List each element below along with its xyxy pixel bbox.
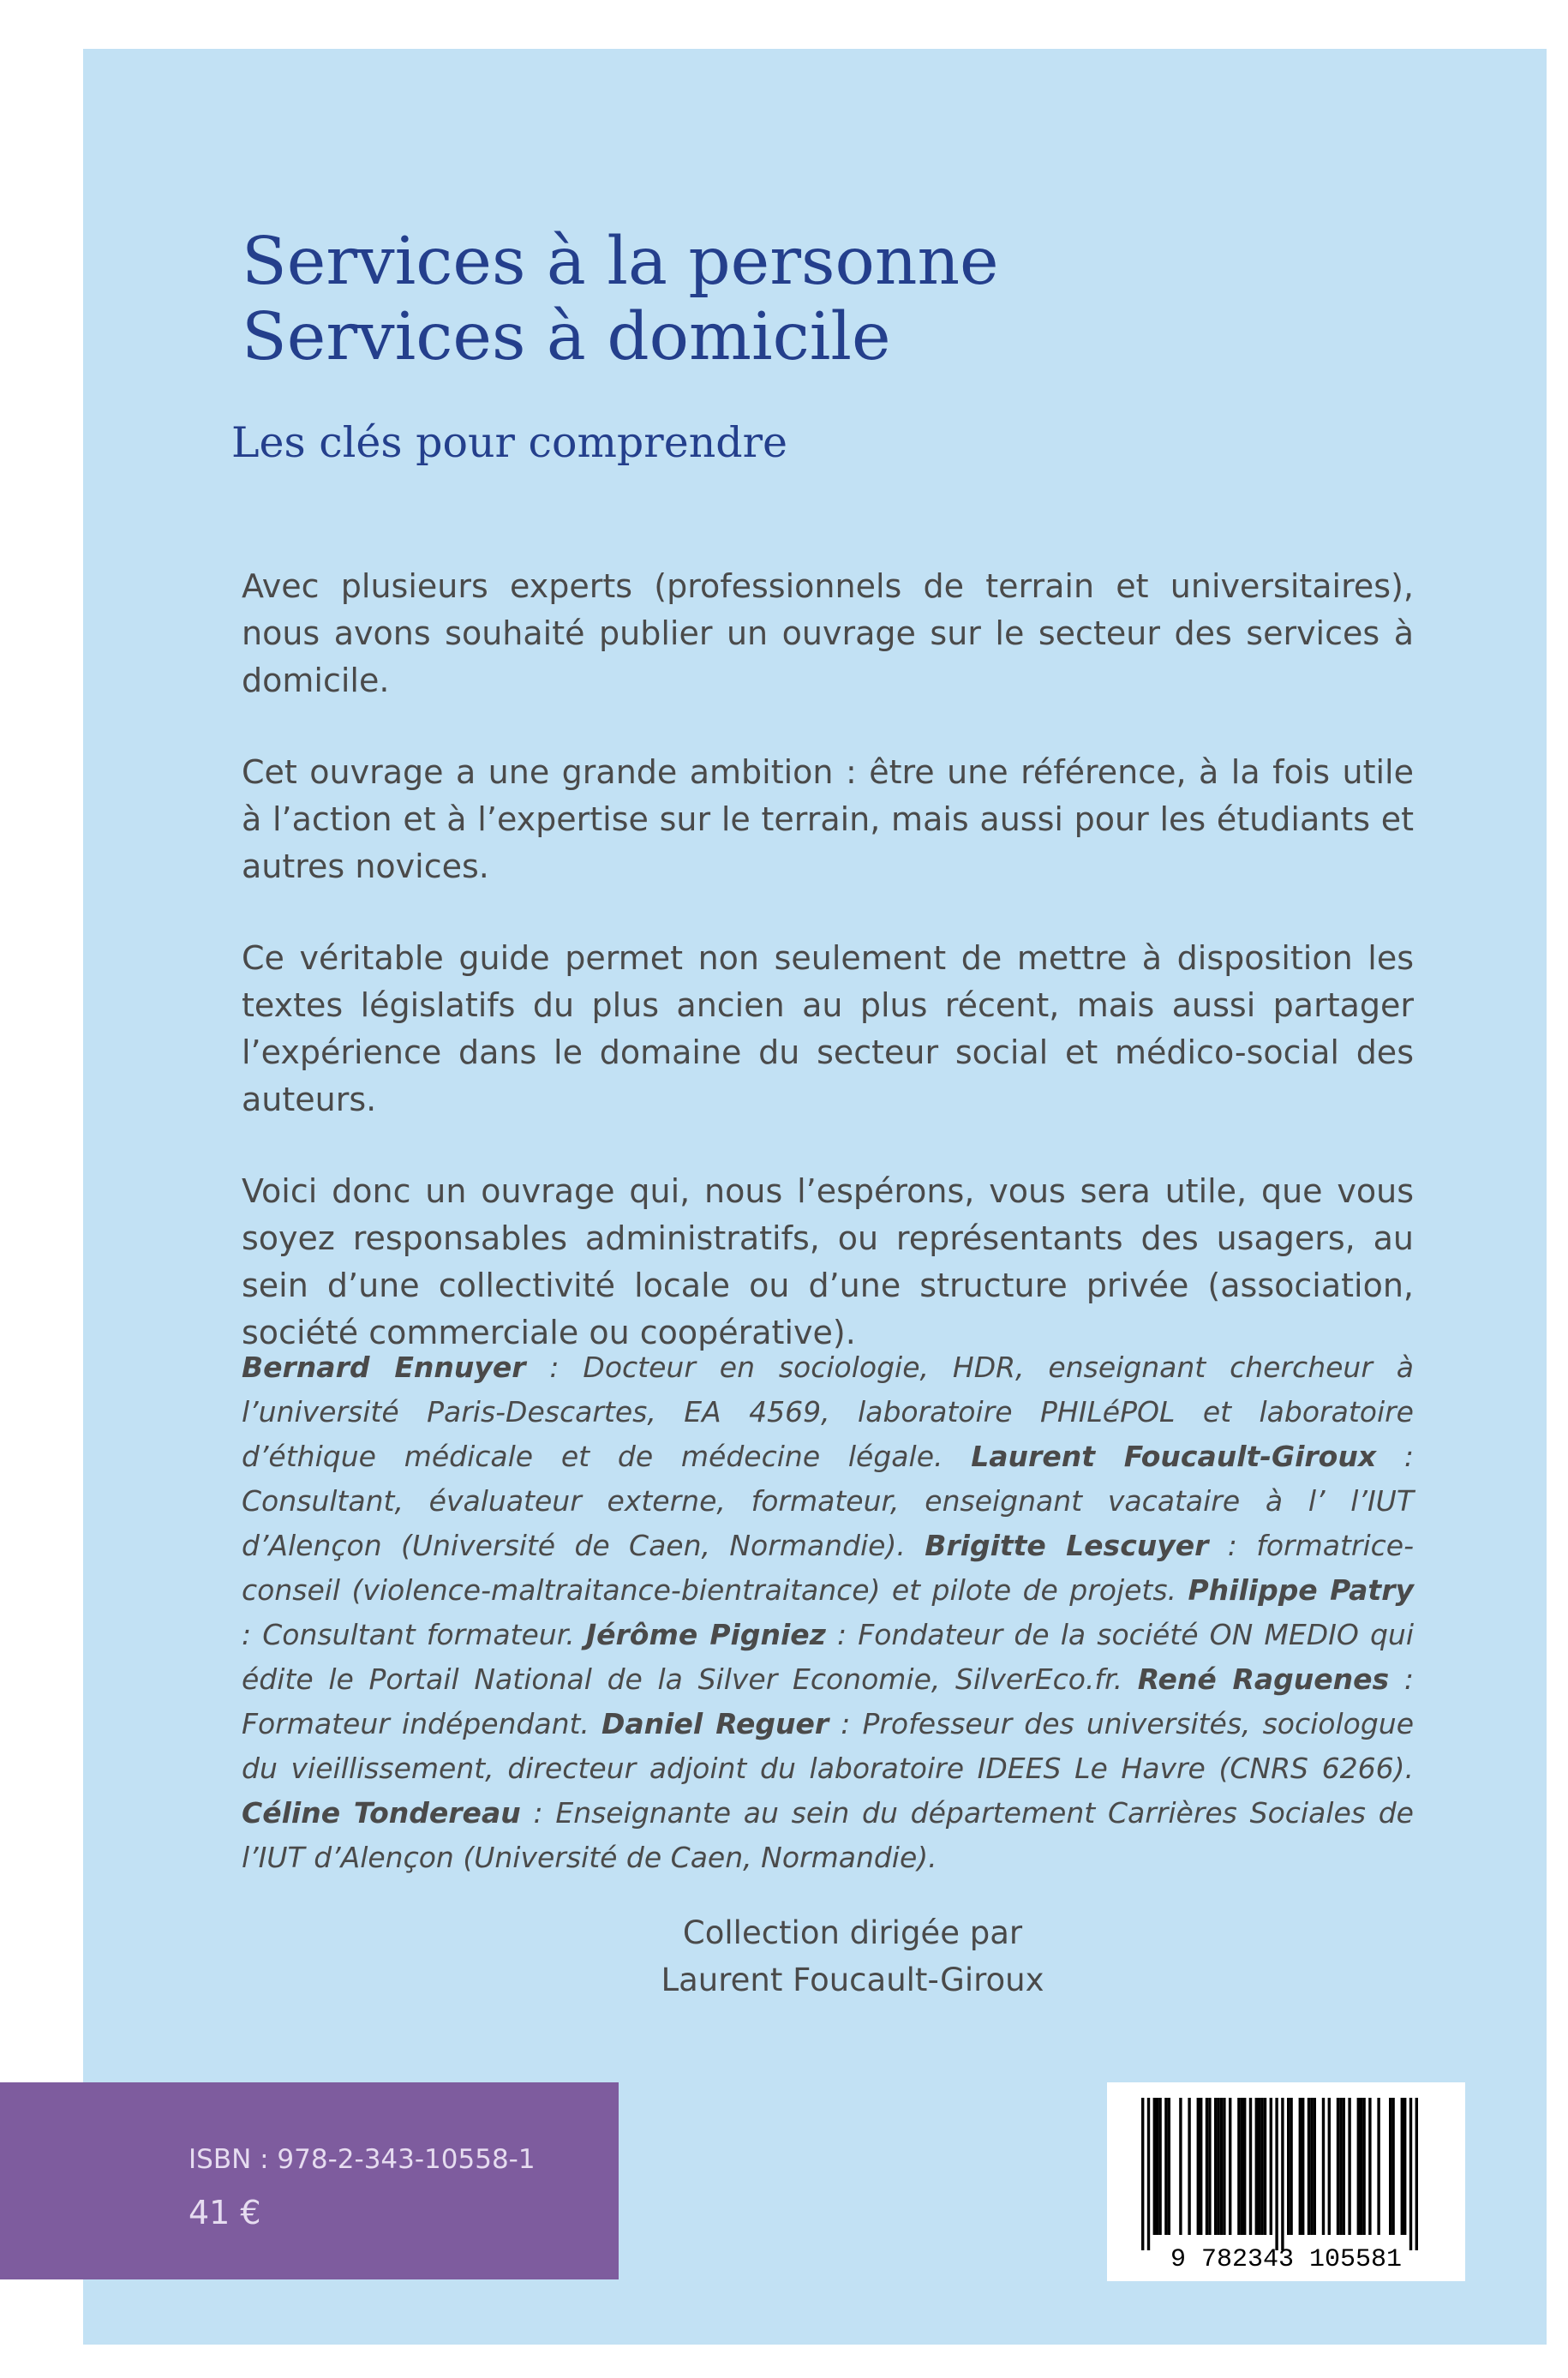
barcode-bar — [1360, 2098, 1362, 2235]
author-desc: : Docteur en sociologie, HDR, enseignant chercheur à l’université Paris-Descartes, EA 4569, laboratoire PHILéPOL et laboratoire d’éthique médicale et de médecine légale. — [242, 1351, 1414, 1473]
collection-credit — [0, 1909, 1568, 2004]
author-bios — [242, 1345, 1414, 1880]
paragraph-4: Voici donc un ouvrage qui, nous l’espérons, vous sera utile, que vous soyez responsables administratifs, ou représentants des usagers, au sein d’une collectivité locale ou d’une structure privée (association, société commerciale ou coopérative). — [242, 1172, 1414, 1351]
paragraph-2: Cet ouvrage a une grande ambition : être une référence, à la fois utile à l’action et à l’expertise sur le terrain, mais aussi pour les étudiants et autres novices. — [242, 753, 1414, 885]
barcode-bar — [1153, 2098, 1156, 2235]
barcode-digits: 9 782343 105581 — [1170, 2245, 1403, 2274]
barcode-bar — [1164, 2098, 1167, 2235]
barcode-bar — [1328, 2098, 1331, 2235]
barcode-bar — [1214, 2098, 1217, 2235]
author-name: Philippe Patry — [1188, 1573, 1414, 1607]
barcode-bar — [1188, 2098, 1190, 2235]
collection-director: Laurent Foucault-Giroux — [661, 1962, 1044, 1998]
barcode-bar — [1368, 2098, 1371, 2235]
barcode-bar — [1223, 2098, 1225, 2235]
author-name: Daniel Reguer — [601, 1707, 829, 1740]
author-desc: : Consultant formateur. — [242, 1618, 586, 1651]
barcode-graphic — [1107, 2082, 1465, 2281]
author-desc: : Fondateur de la société ON MEDIO qui édite le Portail National de la Silver Economie, SilverEco.fr. — [242, 1618, 1415, 1696]
barcode-bar — [1377, 2098, 1379, 2235]
barcode-bar — [1258, 2098, 1260, 2235]
author-name: Jérôme Pigniez — [585, 1618, 826, 1651]
barcode-bar — [1168, 2098, 1170, 2235]
barcode-bar — [1415, 2098, 1418, 2250]
isbn-text: ISBN : 978-2-343-10558-1 — [189, 2144, 536, 2175]
barcode-bar — [1310, 2098, 1313, 2235]
barcode-bar — [1314, 2098, 1316, 2235]
barcode-bar — [1200, 2098, 1202, 2235]
isbn-band — [0, 2082, 619, 2279]
author-name: Bernard Ennuyer — [242, 1351, 526, 1384]
barcode-bar — [1220, 2098, 1223, 2235]
barcode-bar — [1337, 2098, 1339, 2235]
barcode-bar — [1208, 2098, 1211, 2235]
description — [242, 563, 1414, 1401]
barcode-bar — [1299, 2098, 1302, 2235]
barcode-bar — [1264, 2098, 1266, 2235]
author-desc: : formatrice-conseil (violence-maltraitance-bientraitance) et pilote de projets. — [242, 1529, 1414, 1607]
barcode-bar — [1260, 2098, 1263, 2235]
barcode-bar — [1206, 2098, 1208, 2235]
barcode — [1107, 2082, 1465, 2281]
book-title — [242, 225, 999, 375]
barcode-bar — [1401, 2098, 1403, 2235]
paragraph-1: Avec plusieurs experts (professionnels de terrain et universitaires), nous avons souhaité publier un ouvrage sur le secteur des services à domicile. — [242, 567, 1414, 699]
barcode-bar — [1147, 2098, 1150, 2250]
barcode-bar — [1141, 2098, 1144, 2250]
barcode-bar — [1322, 2098, 1325, 2235]
barcode-bar — [1308, 2098, 1310, 2235]
title-line-1: Services à la personne — [242, 224, 999, 300]
barcode-bar — [1302, 2098, 1304, 2235]
barcode-bar — [1281, 2098, 1284, 2250]
barcode-bar — [1348, 2098, 1350, 2235]
paragraph-3: Ce véritable guide permet non seulement de mettre à disposition les textes législatifs du plus ancien au plus récent, mais aussi partager l’expérience dans le domaine du secteur social et médico-social des auteurs. — [242, 939, 1414, 1118]
barcode-bar — [1389, 2098, 1391, 2235]
barcode-bar — [1403, 2098, 1406, 2235]
author-desc: : Consultant, évaluateur externe, formateur, enseignant vacataire à l’ l’IUT d’Alençon (Université de Caen, Normandie). — [242, 1440, 1415, 1562]
barcode-bar — [1409, 2098, 1412, 2250]
barcode-bar — [1339, 2098, 1342, 2235]
barcode-bar — [1156, 2098, 1158, 2235]
barcode-bar — [1243, 2098, 1246, 2235]
barcode-bar — [1275, 2098, 1278, 2250]
price-text: 41 € — [189, 2194, 261, 2231]
author-desc: : Formateur indépendant. — [242, 1662, 1414, 1740]
barcode-bar — [1158, 2098, 1161, 2235]
book-subtitle: Les clés pour comprendre — [231, 418, 788, 467]
title-line-2: Services à domicile — [242, 299, 891, 375]
author-desc: : Enseignante au sein du département Carrières Sociales de l’IUT d’Alençon (Université de Caen, Normandie). — [242, 1796, 1414, 1874]
barcode-bar — [1229, 2098, 1231, 2235]
barcode-bar — [1391, 2098, 1394, 2235]
barcode-bar — [1217, 2098, 1219, 2235]
author-name: Céline Tondereau — [242, 1796, 521, 1830]
author-name: Brigitte Lescuyer — [925, 1529, 1209, 1562]
author-name: René Raguenes — [1137, 1662, 1390, 1696]
barcode-bar — [1237, 2098, 1240, 2235]
barcode-bar — [1255, 2098, 1258, 2235]
barcode-bar — [1362, 2098, 1365, 2235]
collection-line-1: Collection dirigée par — [682, 1914, 1023, 1951]
barcode-bar — [1179, 2098, 1182, 2235]
barcode-bar — [1287, 2098, 1290, 2235]
barcode-bar — [1357, 2098, 1360, 2235]
author-name: Laurent Foucault-Giroux — [971, 1440, 1377, 1473]
barcode-bar — [1343, 2098, 1345, 2235]
barcode-bar — [1197, 2098, 1200, 2235]
barcode-bar — [1270, 2098, 1272, 2235]
barcode-bar — [1249, 2098, 1252, 2235]
barcode-bar — [1241, 2098, 1243, 2235]
barcode-bar — [1290, 2098, 1292, 2235]
author-desc: : Professeur des universités, sociologue du vieillissement, directeur adjoint du laboratoire IDEES Le Havre (CNRS 6266). — [242, 1707, 1414, 1785]
